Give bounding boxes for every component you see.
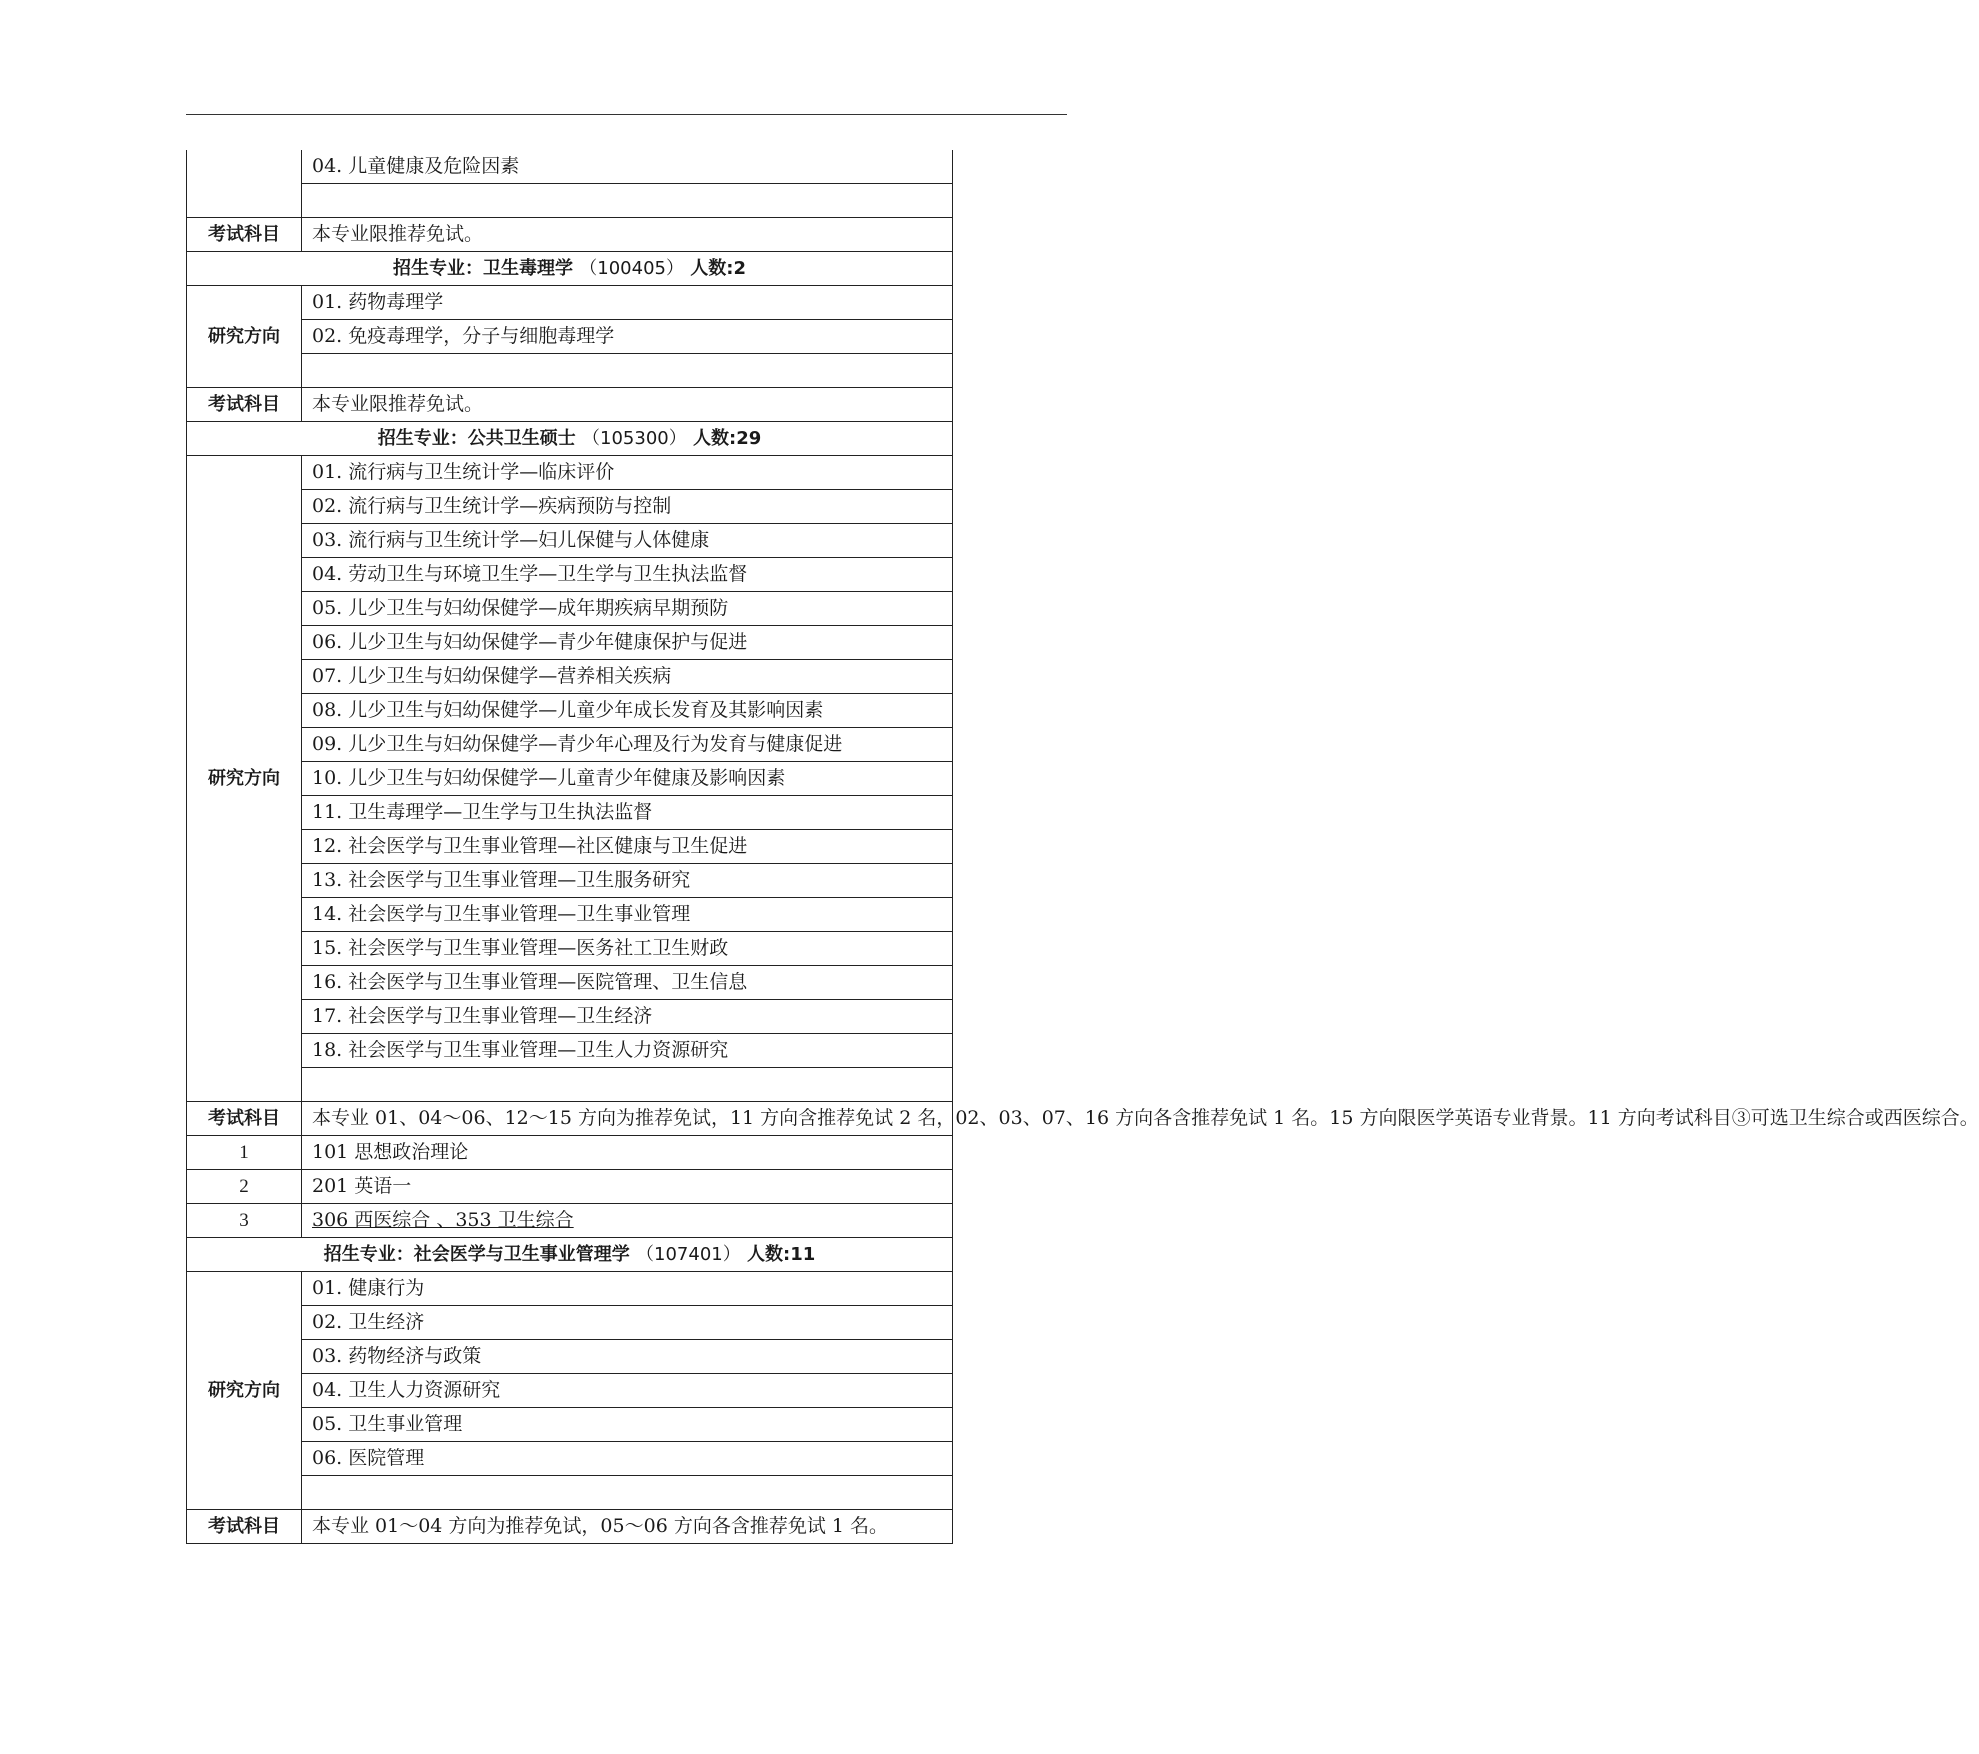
table-row	[187, 864, 953, 898]
direction-item: 05. 卫生事业管理	[302, 1408, 953, 1442]
table-row	[187, 626, 953, 660]
direction-item: 06. 儿少卫生与妇幼保健学—青少年健康保护与促进	[302, 626, 953, 660]
subject-number: 1	[187, 1136, 302, 1170]
major-code: （105300）	[582, 428, 687, 449]
exam-note: 本专业限推荐免试。	[302, 388, 953, 422]
direction-item: 07. 儿少卫生与妇幼保健学—营养相关疾病	[302, 660, 953, 694]
direction-item: 12. 社会医学与卫生事业管理—社区健康与卫生促进	[302, 830, 953, 864]
major-name: 招生专业：公共卫生硕士	[377, 428, 576, 449]
direction-item: 04. 劳动卫生与环境卫生学—卫生学与卫生执法监督	[302, 558, 953, 592]
table-row	[187, 898, 953, 932]
table-row	[187, 524, 953, 558]
subject-name: 201 英语一	[302, 1170, 953, 1204]
exam-label: 考试科目	[187, 1102, 302, 1136]
direction-item: 08. 儿少卫生与妇幼保健学—儿童少年成长发育及其影响因素	[302, 694, 953, 728]
exam-note: 本专业 01～04 方向为推荐免试，05～06 方向各含推荐免试 1 名。	[302, 1510, 953, 1544]
major-count: 人数:2	[690, 258, 746, 279]
subject-name-cell	[302, 1204, 953, 1238]
table-row	[187, 1068, 953, 1102]
direction-item: 01. 健康行为	[302, 1272, 953, 1306]
major-header-row	[187, 422, 953, 456]
research-label: 研究方向	[187, 456, 302, 1102]
subject-row	[187, 1204, 953, 1238]
table-row	[187, 490, 953, 524]
major-header-row	[187, 1238, 953, 1272]
subject-name: 101 思想政治理论	[302, 1136, 953, 1170]
table-row	[187, 1510, 953, 1544]
major-header	[187, 252, 953, 286]
direction-item: 14. 社会医学与卫生事业管理—卫生事业管理	[302, 898, 953, 932]
direction-item: 18. 社会医学与卫生事业管理—卫生人力资源研究	[302, 1034, 953, 1068]
direction-item: 02. 免疫毒理学，分子与细胞毒理学	[302, 320, 953, 354]
table-row	[187, 320, 953, 354]
major-header	[187, 422, 953, 456]
subject-number: 2	[187, 1170, 302, 1204]
table-row	[187, 660, 953, 694]
direction-item: 04. 卫生人力资源研究	[302, 1374, 953, 1408]
table-row	[187, 1102, 953, 1136]
major-code: （100405）	[579, 258, 684, 279]
table-row	[187, 456, 953, 490]
direction-empty	[302, 1476, 953, 1510]
exam-note: 本专业 01、04～06、12～15 方向为推荐免试，11 方向含推荐免试 2 名，02、03、07、16 方向各含推荐免试 1 名。15 方向限医学英语专业背景。11 方向考试科目③可选卫生综合或西医综合。	[302, 1102, 953, 1136]
direction-item: 04. 儿童健康及危险因素	[302, 150, 953, 184]
table-row	[187, 1306, 953, 1340]
major-code: （107401）	[636, 1244, 741, 1265]
subject-number: 3	[187, 1204, 302, 1238]
table-row	[187, 184, 953, 218]
table-row	[187, 1408, 953, 1442]
direction-item: 11. 卫生毒理学—卫生学与卫生执法监督	[302, 796, 953, 830]
table-row	[187, 1000, 953, 1034]
direction-item: 03. 流行病与卫生统计学—妇儿保健与人体健康	[302, 524, 953, 558]
admission-table	[186, 150, 1979, 1544]
major-header-row	[187, 252, 953, 286]
table-row	[187, 966, 953, 1000]
table-row	[187, 830, 953, 864]
direction-item: 13. 社会医学与卫生事业管理—卫生服务研究	[302, 864, 953, 898]
table-row	[187, 1442, 953, 1476]
table-row	[187, 1340, 953, 1374]
research-label: 研究方向	[187, 1272, 302, 1510]
research-label: 研究方向	[187, 286, 302, 388]
major-name: 招生专业：卫生毒理学	[392, 258, 573, 279]
direction-item: 15. 社会医学与卫生事业管理—医务社工卫生财政	[302, 932, 953, 966]
major-header	[187, 1238, 953, 1272]
table-row	[187, 796, 953, 830]
direction-item: 16. 社会医学与卫生事业管理—医院管理、卫生信息	[302, 966, 953, 1000]
direction-item: 05. 儿少卫生与妇幼保健学—成年期疾病早期预防	[302, 592, 953, 626]
direction-item: 01. 药物毒理学	[302, 286, 953, 320]
table-row	[187, 1034, 953, 1068]
research-label-cell	[187, 150, 302, 218]
direction-empty	[302, 184, 953, 218]
subject-name: 306 西医综合 、353 卫生综合	[312, 1209, 574, 1231]
direction-item: 09. 儿少卫生与妇幼保健学—青少年心理及行为发育与健康促进	[302, 728, 953, 762]
table-row	[187, 388, 953, 422]
direction-item: 10. 儿少卫生与妇幼保健学—儿童青少年健康及影响因素	[302, 762, 953, 796]
table-row	[187, 354, 953, 388]
table-row	[187, 694, 953, 728]
direction-item: 17. 社会医学与卫生事业管理—卫生经济	[302, 1000, 953, 1034]
major-name: 招生专业：社会医学与卫生事业管理学	[323, 1244, 630, 1265]
table-row	[187, 286, 953, 320]
exam-label: 考试科目	[187, 1510, 302, 1544]
direction-empty	[302, 1068, 953, 1102]
table-row	[187, 1374, 953, 1408]
page-header-rule	[186, 114, 1067, 115]
table-row	[187, 1476, 953, 1510]
table-row	[187, 150, 953, 184]
direction-empty	[302, 354, 953, 388]
direction-item: 02. 卫生经济	[302, 1306, 953, 1340]
subject-row	[187, 1170, 953, 1204]
major-count: 人数:29	[693, 428, 762, 449]
table-row	[187, 728, 953, 762]
direction-item: 06. 医院管理	[302, 1442, 953, 1476]
exam-note: 本专业限推荐免试。	[302, 218, 953, 252]
table-row	[187, 592, 953, 626]
major-count: 人数:11	[747, 1244, 816, 1265]
table-row	[187, 218, 953, 252]
exam-label: 考试科目	[187, 388, 302, 422]
table-row	[187, 762, 953, 796]
table-row	[187, 932, 953, 966]
direction-item: 03. 药物经济与政策	[302, 1340, 953, 1374]
direction-item: 02. 流行病与卫生统计学—疾病预防与控制	[302, 490, 953, 524]
table-row	[187, 1272, 953, 1306]
exam-label: 考试科目	[187, 218, 302, 252]
direction-item: 01. 流行病与卫生统计学—临床评价	[302, 456, 953, 490]
subject-row	[187, 1136, 953, 1170]
table-row	[187, 558, 953, 592]
